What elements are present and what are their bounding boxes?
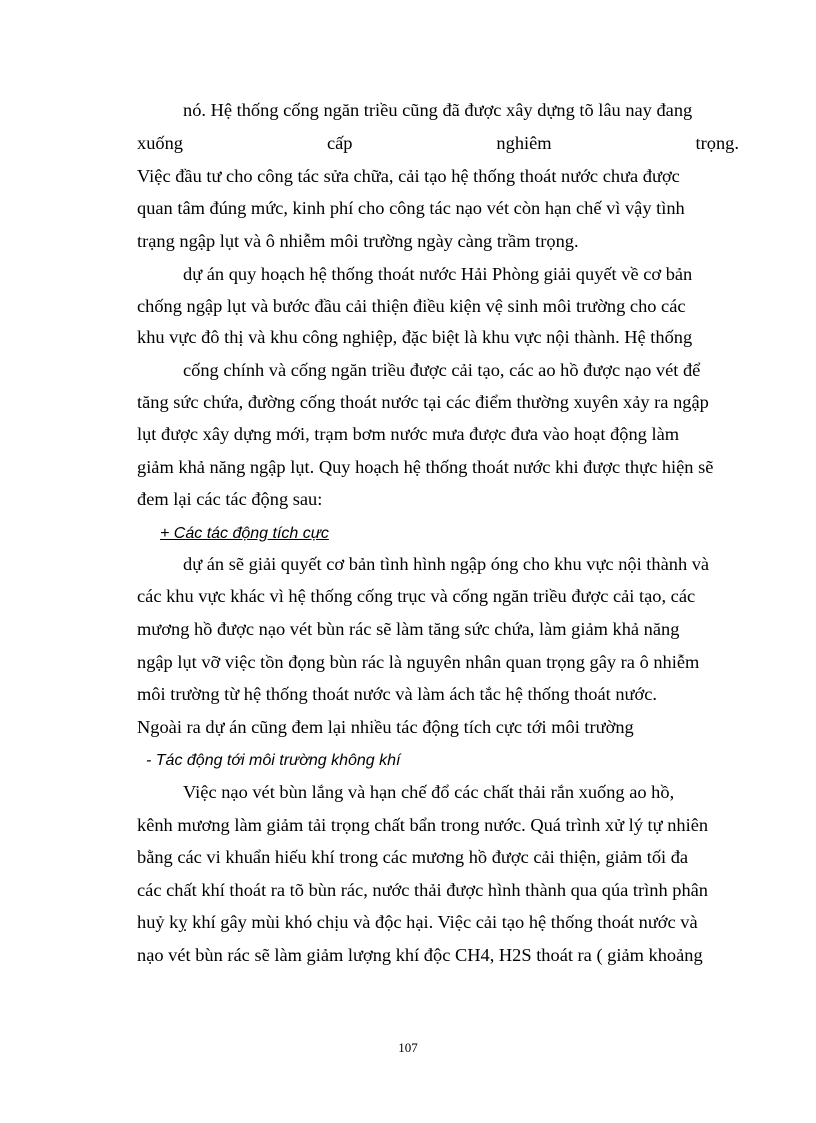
- text-line: tăng sức chứa, đường cống thoát nước tại các điểm thường xuyên xảy ra ngập: [137, 392, 709, 412]
- text-line: huỷ kỵ khí gây mùi khó chịu và độc hại. Việc cải tạo hệ thống thoát nước và: [137, 912, 698, 932]
- word: nghiêm: [496, 133, 552, 153]
- text-line: chống ngập lụt và bước đầu cải thiện điều kiện vệ sinh môi trường cho các: [137, 296, 686, 316]
- text-line: khu vực đô thị và khu công nghiệp, đặc biệt là khu vực nội thành. Hệ thống: [137, 327, 693, 347]
- text-line: nó. Hệ thống cống ngăn triều cũng đã được xây dựng tõ lâu nay đang: [183, 100, 693, 120]
- word: xuống: [137, 133, 183, 153]
- text-line: cống chính và cống ngăn triều được cải tạo, các ao hồ được nạo vét để: [183, 360, 701, 380]
- text-line: Việc nạo vét bùn lắng và hạn chế đổ các chất thải rắn xuống ao hồ,: [183, 782, 675, 802]
- text-line: bằng các vi khuẩn hiếu khí trong các mương hồ được cải thiện, giảm tối đa: [137, 847, 689, 867]
- page-number: 107: [398, 1040, 418, 1055]
- text-line: Ngoài ra dự án cũng đem lại nhiều tác động tích cực tới môi trường: [137, 717, 634, 737]
- section-subheading: - Tác động tới môi trường không khí: [146, 752, 401, 769]
- text-line: dự án quy hoạch hệ thống thoát nước Hải Phòng giải quyết về cơ bản: [183, 264, 693, 284]
- word: trọng.: [695, 133, 739, 153]
- text-line: dự án sẽ giải quyết cơ bản tình hình ngập óng cho khu vực nội thành và: [183, 554, 710, 574]
- text-line: ngập lụt vỡ việc tồn đọng bùn rác là nguyên nhân quan trọng gây ra ô nhiễm: [137, 652, 700, 672]
- text-line: Việc đầu tư cho công tác sửa chữa, cải tạo hệ thống thoát nước chưa được: [137, 166, 680, 186]
- text-line: quan tâm đúng mức, kinh phí cho công tác nạo vét còn hạn chế vì vậy tình: [137, 198, 685, 218]
- text-line: lụt được xây dựng mới, trạm bơm nước mưa được đưa vào hoạt động làm: [137, 424, 680, 444]
- text-line: trạng ngập lụt và ô nhiễm môi trường ngày càng trầm trọng.: [137, 231, 579, 251]
- text-line: mương hồ được nạo vét bùn rác sẽ làm tăng sức chứa, làm giảm khả năng: [137, 619, 680, 639]
- text-line: môi trường từ hệ thống thoát nước và làm ách tắc hệ thống thoát nước.: [137, 684, 658, 704]
- section-heading: + Các tác động tích cực: [160, 525, 329, 542]
- text-line: nạo vét bùn rác sẽ làm giảm lượng khí độc CH4, H2S thoát ra ( giảm khoảng: [137, 945, 703, 965]
- text-line: các chất khí thoát ra tõ bùn rác, nước thải được hình thành qua qúa trình phân: [137, 880, 708, 900]
- text-line: các khu vực khác vì hệ thống cống trục và cống ngăn triều được cải tạo, các: [137, 586, 696, 606]
- word: cấp: [326, 133, 353, 153]
- text-line-justified: [137, 131, 739, 155]
- text-line: kênh mương làm giảm tải trọng chất bẩn trong nước. Quá trình xử lý tự nhiên: [137, 815, 709, 835]
- text-line: đem lại các tác động sau:: [137, 489, 323, 509]
- text-line: giảm khả năng ngập lụt. Quy hoạch hệ thống thoát nước khi được thực hiện sẽ: [137, 457, 714, 477]
